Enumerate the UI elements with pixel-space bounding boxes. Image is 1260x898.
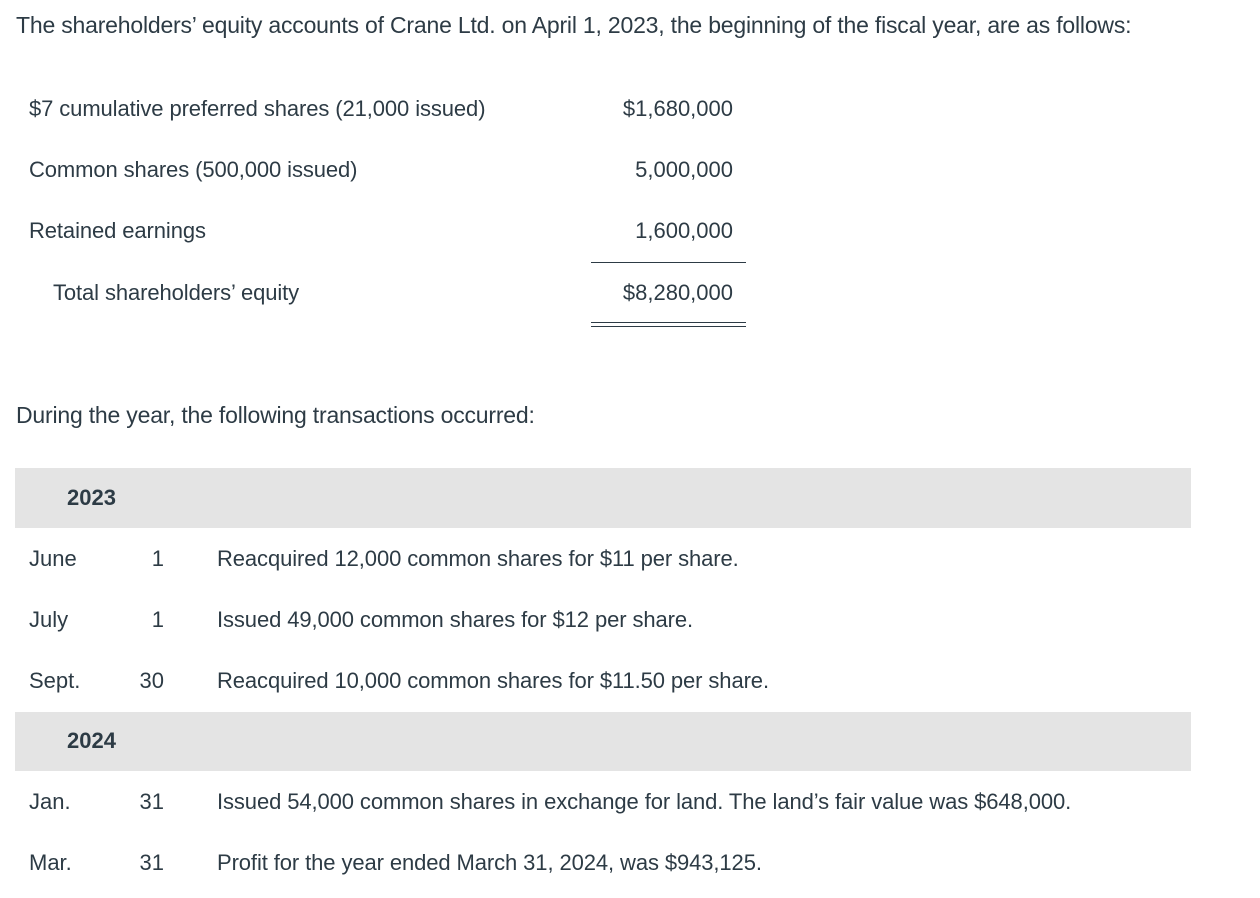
transaction-description: Profit for the year ended March 31, 2024, was $943,125.: [217, 850, 762, 875]
transaction-month: Sept.: [29, 668, 81, 693]
equity-row-amount-retained: 1,600,000: [635, 218, 733, 243]
year-header-2024: [15, 712, 1191, 771]
equity-row-label-preferred: $7 cumulative preferred shares (21,000 issued): [29, 96, 486, 121]
transaction-month: July: [29, 607, 69, 632]
equity-total-amount: $8,280,000: [622, 280, 733, 305]
equity-row-amount-common: 5,000,000: [635, 157, 733, 182]
equity-total-label: Total shareholders’ equity: [53, 280, 300, 305]
total-double-rule: [591, 322, 746, 327]
year-label-2024: 2024: [67, 728, 116, 753]
transaction-day: 30: [139, 668, 164, 693]
equity-row-label-retained: Retained earnings: [29, 218, 206, 243]
transactions-intro: During the year, the following transactions occurred:: [16, 402, 535, 428]
equity-row-label-common: Common shares (500,000 issued): [29, 157, 358, 182]
year-label-2023: 2023: [67, 485, 116, 510]
transaction-day: 1: [151, 607, 164, 632]
transaction-month: Mar.: [29, 850, 72, 875]
subtotal-rule: [591, 262, 746, 263]
transaction-description: Reacquired 12,000 common shares for $11 per share.: [217, 546, 739, 571]
transaction-day: 31: [139, 789, 164, 814]
transaction-month: Jan.: [29, 789, 71, 814]
transaction-description: Issued 54,000 common shares in exchange for land. The land’s fair value was $648,000.: [217, 789, 1072, 814]
year-header-2023: [15, 468, 1191, 528]
transaction-day: 31: [139, 850, 164, 875]
transaction-description: Issued 49,000 common shares for $12 per share.: [217, 607, 694, 632]
transaction-month: June: [29, 546, 77, 571]
transaction-day: 1: [151, 546, 164, 571]
transaction-description: Reacquired 10,000 common shares for $11.50 per share.: [217, 668, 769, 693]
intro-text: The shareholders’ equity accounts of Crane Ltd. on April 1, 2023, the beginning of the fiscal year, are as follows:: [16, 12, 1132, 38]
equity-row-amount-preferred: $1,680,000: [622, 96, 733, 121]
